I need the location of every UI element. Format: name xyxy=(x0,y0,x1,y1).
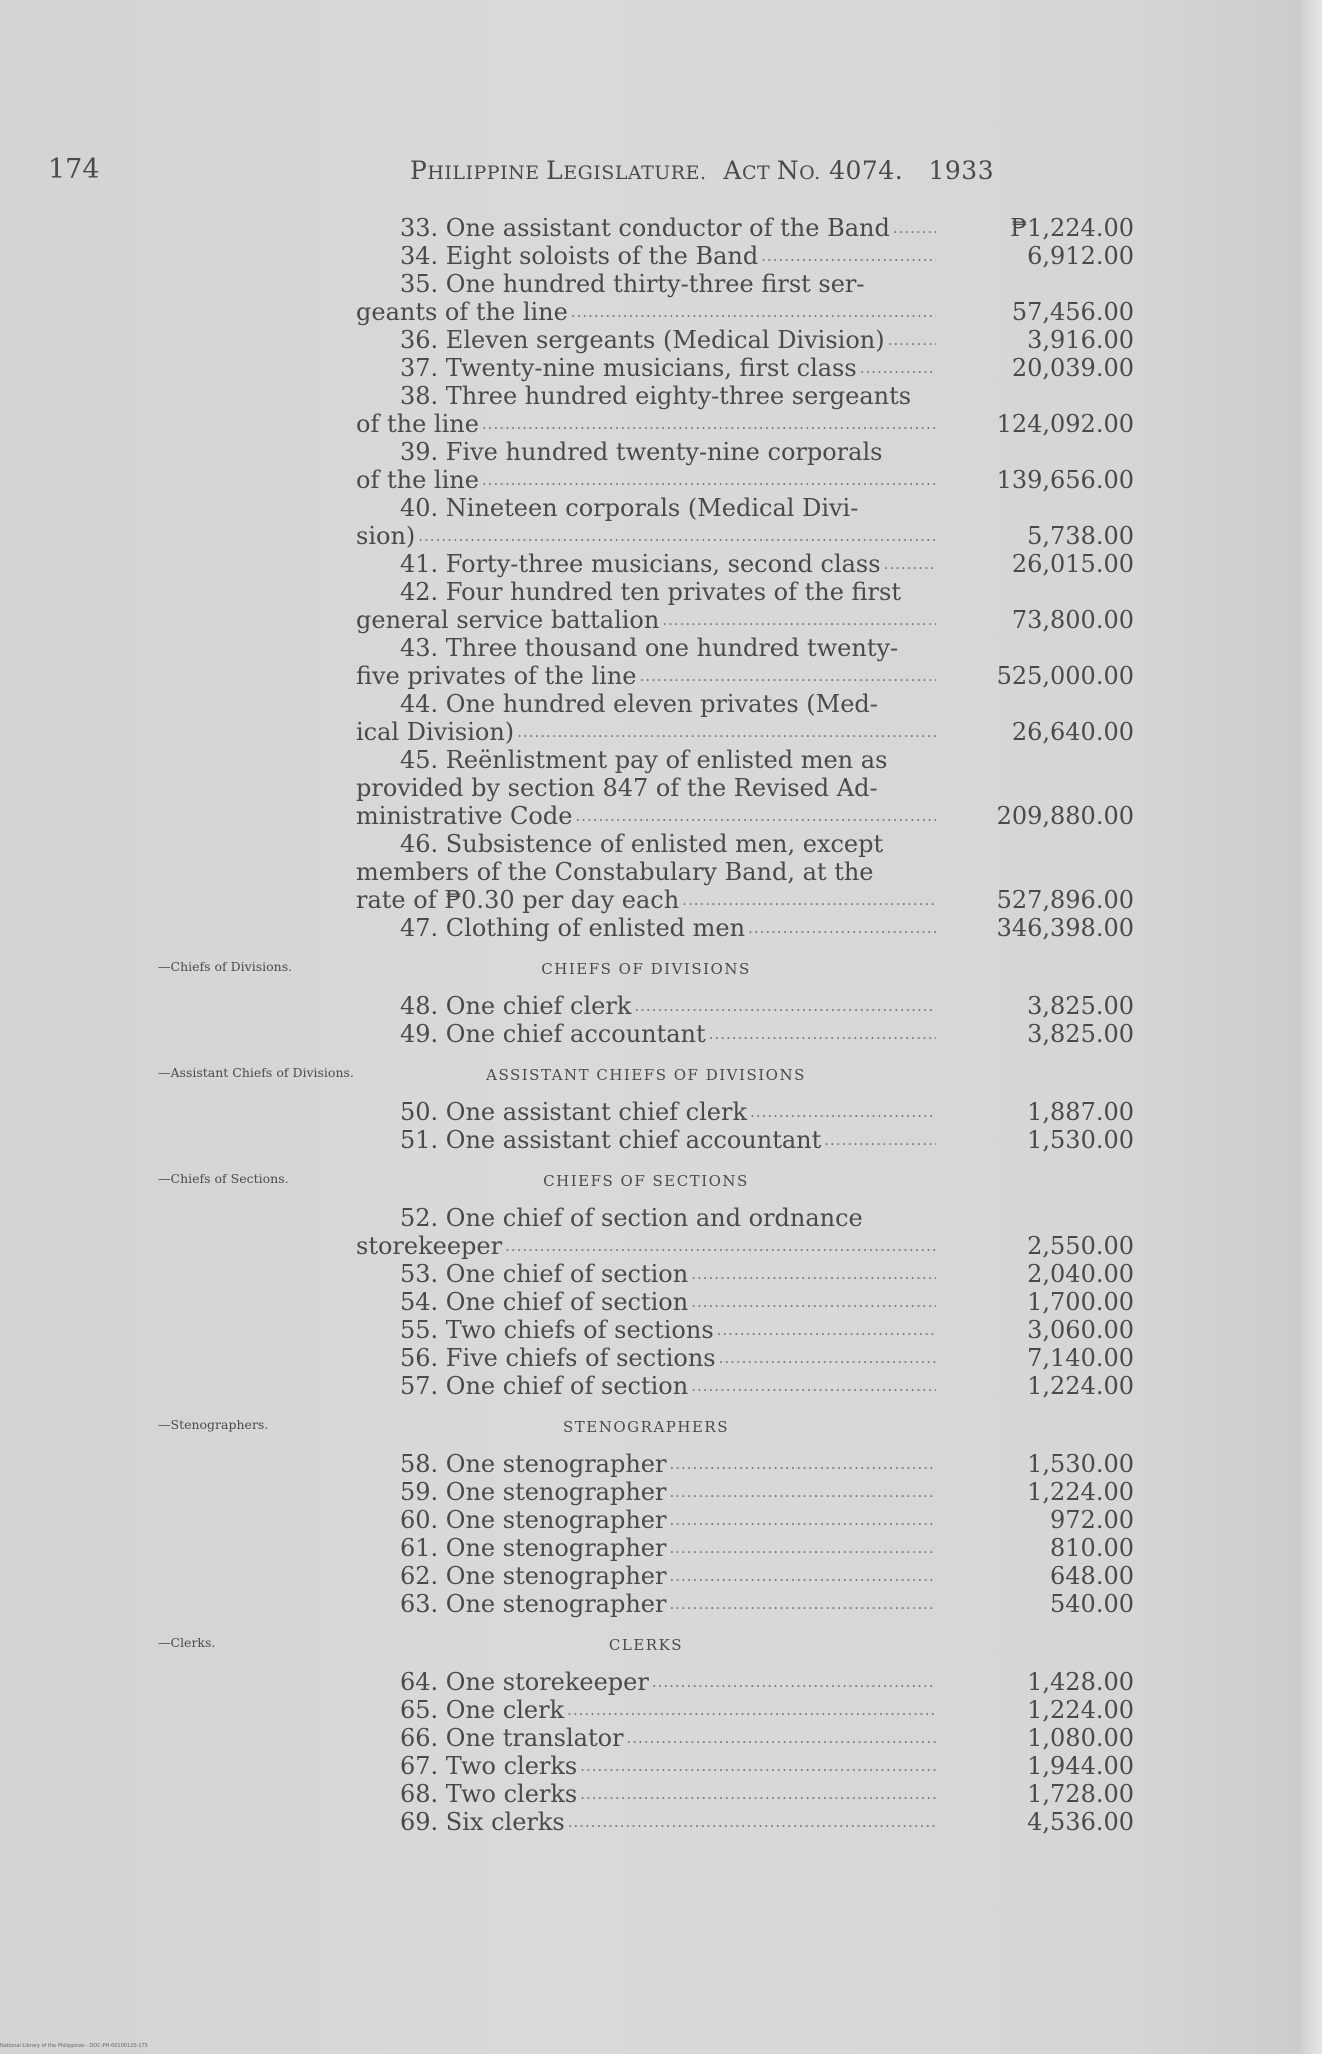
item-text: 48. One chief clerk xyxy=(400,992,632,1020)
item-line xyxy=(356,298,936,326)
item-line xyxy=(356,1808,936,1836)
appropriation-item xyxy=(356,1450,1136,1478)
appropriation-item xyxy=(356,1126,1136,1154)
section-heading: STENOGRAPHERS xyxy=(563,1418,729,1436)
appropriation-item xyxy=(356,1668,1136,1696)
item-line xyxy=(356,1590,936,1618)
item-description xyxy=(356,1562,936,1590)
item-description xyxy=(356,494,936,550)
item-description xyxy=(356,354,936,382)
item-line xyxy=(356,326,936,354)
item-description xyxy=(356,914,936,942)
item-line xyxy=(356,438,936,466)
item-text: geants of the line xyxy=(356,298,568,326)
leader-dots xyxy=(761,242,936,270)
item-amount: 1,887.00 xyxy=(1027,1098,1134,1126)
item-amount: 1,224.00 xyxy=(1027,1696,1134,1724)
item-text: 45. Reënlistment pay of enlisted men as xyxy=(400,746,888,774)
marginal-note: —Stenographers. xyxy=(158,1417,269,1432)
leader-dots xyxy=(717,1316,936,1344)
leader-dots xyxy=(750,1098,936,1126)
item-text: ical Division) xyxy=(356,718,515,746)
item-line xyxy=(356,382,936,410)
item-text: 58. One stenographer xyxy=(400,1450,667,1478)
appropriation-item xyxy=(356,1724,1136,1752)
item-description xyxy=(356,746,936,830)
leader-dots xyxy=(893,214,936,242)
item-text: 53. One chief of section xyxy=(400,1260,689,1288)
appropriation-item xyxy=(356,746,1136,830)
item-line xyxy=(356,746,936,774)
appropriation-item xyxy=(356,1562,1136,1590)
item-text: 67. Two clerks xyxy=(400,1752,578,1780)
leader-dots xyxy=(567,1696,936,1724)
leader-dots xyxy=(669,1478,936,1506)
item-text: ministrative Code xyxy=(356,802,573,830)
item-text: 47. Clothing of enlisted men xyxy=(400,914,746,942)
item-description xyxy=(356,1204,936,1260)
leader-dots xyxy=(517,718,936,746)
leader-dots xyxy=(709,1020,936,1048)
appropriation-item xyxy=(356,914,1136,942)
section-heading: CHIEFS OF DIVISIONS xyxy=(541,960,751,978)
item-line xyxy=(356,494,936,522)
item-line xyxy=(356,242,936,270)
item-text: 69. Six clerks xyxy=(400,1808,565,1836)
item-description xyxy=(356,438,936,494)
library-credit: National Library of the Philippines · DOC-PH-00100120-175 xyxy=(0,2043,148,2049)
section-heading: CLERKS xyxy=(608,1636,684,1654)
appropriation-item xyxy=(356,214,1136,242)
item-description xyxy=(356,1752,936,1780)
item-description xyxy=(356,1098,936,1126)
item-description xyxy=(356,1478,936,1506)
item-text: 66. One translator xyxy=(400,1724,624,1752)
item-line xyxy=(356,606,936,634)
item-line xyxy=(356,690,936,718)
section-header xyxy=(158,1630,1136,1660)
appropriation-item xyxy=(356,1780,1136,1808)
item-amount: 6,912.00 xyxy=(1027,242,1134,270)
item-description xyxy=(356,1808,936,1836)
appropriation-item xyxy=(356,242,1136,270)
rt-part: P xyxy=(410,156,428,185)
marginal-note: —Chiefs of Divisions. xyxy=(158,959,293,974)
item-description xyxy=(356,550,936,578)
section-header xyxy=(158,1060,1136,1090)
item-line xyxy=(356,1126,936,1154)
item-description xyxy=(356,1724,936,1752)
item-line xyxy=(356,410,936,438)
item-text: 49. One chief accountant xyxy=(400,1020,706,1048)
item-line xyxy=(356,1534,936,1562)
leader-dots xyxy=(568,1808,936,1836)
item-text: 51. One assistant chief accountant xyxy=(400,1126,822,1154)
rt-part: EGISLATURE. xyxy=(563,162,707,184)
item-text: 62. One stenographer xyxy=(400,1562,667,1590)
item-line xyxy=(356,1724,936,1752)
rt-part: HILIPPINE xyxy=(427,162,547,184)
item-text: 52. One chief of section and ordnance xyxy=(400,1204,863,1232)
item-amount: 5,738.00 xyxy=(1027,522,1134,550)
item-text: 56. Five chiefs of sections xyxy=(400,1344,716,1372)
item-line xyxy=(356,858,936,886)
item-text: 35. One hundred thirty-three first ser- xyxy=(400,270,865,298)
appropriation-item xyxy=(356,1260,1136,1288)
appropriation-item xyxy=(356,1752,1136,1780)
marginal-note: —Clerks. xyxy=(158,1635,216,1650)
item-line xyxy=(356,1232,936,1260)
item-amount: 525,000.00 xyxy=(996,662,1134,690)
item-line xyxy=(356,1020,936,1048)
leader-dots xyxy=(505,1232,936,1260)
item-amount: 1,944.00 xyxy=(1027,1752,1134,1780)
item-text: 36. Eleven sergeants (Medical Division) xyxy=(400,326,885,354)
item-amount: 124,092.00 xyxy=(996,410,1134,438)
item-text: 41. Forty-three musicians, second class xyxy=(400,550,881,578)
item-amount: ₱1,224.00 xyxy=(1010,214,1134,242)
leader-dots xyxy=(860,354,936,382)
item-amount: 1,530.00 xyxy=(1027,1450,1134,1478)
appropriation-item xyxy=(356,1098,1136,1126)
item-line xyxy=(356,992,936,1020)
item-description xyxy=(356,270,936,326)
item-line xyxy=(356,802,936,830)
item-text: five privates of the line xyxy=(356,662,637,690)
item-amount: 648.00 xyxy=(1050,1562,1134,1590)
running-title xyxy=(410,156,994,185)
item-amount: 540.00 xyxy=(1050,1590,1134,1618)
appropriation-item xyxy=(356,438,1136,494)
leader-dots xyxy=(669,1450,936,1478)
appropriation-item xyxy=(356,1316,1136,1344)
item-line xyxy=(356,550,936,578)
page-header xyxy=(0,154,1322,194)
item-text: 54. One chief of section xyxy=(400,1288,689,1316)
appropriation-item xyxy=(356,634,1136,690)
item-text: 33. One assistant conductor of the Band xyxy=(400,214,890,242)
item-description xyxy=(356,992,936,1020)
item-line xyxy=(356,522,936,550)
rt-part: O. xyxy=(799,162,821,184)
item-text: general service battalion xyxy=(356,606,660,634)
item-text: storekeeper xyxy=(356,1232,503,1260)
item-text: 57. One chief of section xyxy=(400,1372,689,1400)
appropriation-item xyxy=(356,1204,1136,1260)
item-line xyxy=(356,1098,936,1126)
leader-dots xyxy=(482,410,936,438)
item-text: 63. One stenographer xyxy=(400,1590,667,1618)
item-description xyxy=(356,1020,936,1048)
item-amount: 139,656.00 xyxy=(996,466,1134,494)
item-description xyxy=(356,634,936,690)
item-text: 44. One hundred eleven privates (Med- xyxy=(400,690,878,718)
appropriation-item xyxy=(356,1344,1136,1372)
item-line xyxy=(356,1696,936,1724)
item-amount: 4,536.00 xyxy=(1027,1808,1134,1836)
item-text: 46. Subsistence of enlisted men, except xyxy=(400,830,884,858)
leader-dots xyxy=(580,1752,936,1780)
item-description xyxy=(356,1590,936,1618)
leader-dots xyxy=(824,1126,936,1154)
appropriation-item xyxy=(356,326,1136,354)
item-line xyxy=(356,354,936,382)
leader-dots xyxy=(627,1724,936,1752)
item-line xyxy=(356,1450,936,1478)
item-amount: 3,916.00 xyxy=(1027,326,1134,354)
leader-dots xyxy=(575,802,936,830)
item-line xyxy=(356,1260,936,1288)
item-line xyxy=(356,914,936,942)
item-amount: 1,428.00 xyxy=(1027,1668,1134,1696)
item-amount: 346,398.00 xyxy=(996,914,1134,942)
item-description xyxy=(356,382,936,438)
leader-dots xyxy=(691,1260,936,1288)
item-line xyxy=(356,886,936,914)
appropriation-item xyxy=(356,578,1136,634)
section-heading: ASSISTANT CHIEFS OF DIVISIONS xyxy=(486,1066,806,1084)
item-line xyxy=(356,1562,936,1590)
appropriation-item xyxy=(356,992,1136,1020)
item-description xyxy=(356,1260,936,1288)
item-text: 64. One storekeeper xyxy=(400,1668,649,1696)
rt-part: 4074. 1933 xyxy=(820,156,995,185)
item-line xyxy=(356,466,936,494)
appropriation-item xyxy=(356,1808,1136,1836)
leader-dots xyxy=(888,326,936,354)
leader-dots xyxy=(571,298,936,326)
item-line xyxy=(356,830,936,858)
item-amount: 1,728.00 xyxy=(1027,1780,1134,1808)
item-text: 55. Two chiefs of sections xyxy=(400,1316,714,1344)
page-number: 174 xyxy=(48,154,100,185)
appropriation-item xyxy=(356,550,1136,578)
item-description xyxy=(356,1316,936,1344)
leader-dots xyxy=(748,914,936,942)
rt-part: N xyxy=(776,156,800,185)
item-amount: 209,880.00 xyxy=(996,802,1134,830)
appropriation-item xyxy=(356,1506,1136,1534)
leader-dots xyxy=(719,1344,936,1372)
item-text: 39. Five hundred twenty-nine corporals xyxy=(400,438,883,466)
item-line xyxy=(356,1372,936,1400)
item-text: 65. One clerk xyxy=(400,1696,565,1724)
item-description xyxy=(356,1506,936,1534)
item-text: provided by section 847 of the Revised Ad- xyxy=(356,774,878,802)
item-amount: 20,039.00 xyxy=(1011,354,1134,382)
item-description xyxy=(356,830,936,914)
item-line xyxy=(356,578,936,606)
item-text: 34. Eight soloists of the Band xyxy=(400,242,759,270)
item-amount: 57,456.00 xyxy=(1011,298,1134,326)
marginal-note: —Assistant Chiefs of Divisions. xyxy=(158,1065,354,1080)
item-text: 42. Four hundred ten privates of the first xyxy=(400,578,901,606)
appropriation-item xyxy=(356,1372,1136,1400)
item-amount: 3,060.00 xyxy=(1027,1316,1134,1344)
item-description xyxy=(356,1780,936,1808)
item-amount: 1,080.00 xyxy=(1027,1724,1134,1752)
item-description xyxy=(356,578,936,634)
leader-dots xyxy=(652,1668,936,1696)
item-amount: 26,640.00 xyxy=(1011,718,1134,746)
item-line xyxy=(356,1288,936,1316)
item-line xyxy=(356,774,936,802)
section-header xyxy=(158,1412,1136,1442)
appropriation-list xyxy=(158,214,1136,1836)
appropriation-item xyxy=(356,354,1136,382)
leader-dots xyxy=(669,1506,936,1534)
item-text: 38. Three hundred eighty-three sergeants xyxy=(400,382,912,410)
item-amount: 1,530.00 xyxy=(1027,1126,1134,1154)
marginal-note: —Chiefs of Sections. xyxy=(158,1171,289,1186)
appropriation-item xyxy=(356,1696,1136,1724)
rt-part: A xyxy=(706,156,742,185)
item-line xyxy=(356,1478,936,1506)
item-text: 61. One stenographer xyxy=(400,1534,667,1562)
item-line xyxy=(356,1344,936,1372)
item-amount: 1,224.00 xyxy=(1027,1478,1134,1506)
item-description xyxy=(356,1372,936,1400)
item-description xyxy=(356,326,936,354)
appropriation-item xyxy=(356,1288,1136,1316)
leader-dots xyxy=(639,662,936,690)
item-line xyxy=(356,718,936,746)
leader-dots xyxy=(662,606,936,634)
item-description xyxy=(356,242,936,270)
rt-part: L xyxy=(546,156,564,185)
item-description xyxy=(356,690,936,746)
leader-dots xyxy=(884,550,936,578)
item-text: 59. One stenographer xyxy=(400,1478,667,1506)
item-text: members of the Constabulary Band, at the xyxy=(356,858,874,886)
item-text: rate of ₱0.30 per day each xyxy=(356,886,680,914)
appropriation-item xyxy=(356,830,1136,914)
leader-dots xyxy=(691,1288,936,1316)
item-amount: 1,224.00 xyxy=(1027,1372,1134,1400)
item-text: 43. Three thousand one hundred twenty- xyxy=(400,634,899,662)
leader-dots xyxy=(669,1534,936,1562)
leader-dots xyxy=(580,1780,936,1808)
leader-dots xyxy=(669,1562,936,1590)
item-text: 40. Nineteen corporals (Medical Divi- xyxy=(400,494,859,522)
leader-dots xyxy=(669,1590,936,1618)
item-amount: 810.00 xyxy=(1050,1534,1134,1562)
item-text: 37. Twenty-nine musicians, first class xyxy=(400,354,857,382)
leader-dots xyxy=(691,1372,936,1400)
leader-dots xyxy=(482,466,936,494)
item-description xyxy=(356,1450,936,1478)
item-line xyxy=(356,1780,936,1808)
item-text: sion) xyxy=(356,522,416,550)
section-heading: CHIEFS OF SECTIONS xyxy=(543,1172,749,1190)
item-description xyxy=(356,1668,936,1696)
item-text: of the line xyxy=(356,410,479,438)
item-amount: 1,700.00 xyxy=(1027,1288,1134,1316)
item-text: 50. One assistant chief clerk xyxy=(400,1098,748,1126)
item-description xyxy=(356,1696,936,1724)
item-amount: 26,015.00 xyxy=(1011,550,1134,578)
item-amount: 73,800.00 xyxy=(1011,606,1134,634)
item-amount: 527,896.00 xyxy=(996,886,1134,914)
appropriation-item xyxy=(356,690,1136,746)
leader-dots xyxy=(634,992,936,1020)
page-edge-shadow xyxy=(1300,0,1322,2054)
item-amount: 972.00 xyxy=(1050,1506,1134,1534)
item-amount: 7,140.00 xyxy=(1027,1344,1134,1372)
appropriation-item xyxy=(356,1020,1136,1048)
item-description xyxy=(356,1126,936,1154)
item-text: 60. One stenographer xyxy=(400,1506,667,1534)
item-amount: 3,825.00 xyxy=(1027,992,1134,1020)
leader-dots xyxy=(682,886,936,914)
item-line xyxy=(356,1668,936,1696)
item-line xyxy=(356,1204,936,1232)
item-description xyxy=(356,214,936,242)
item-amount: 3,825.00 xyxy=(1027,1020,1134,1048)
item-amount: 2,550.00 xyxy=(1027,1232,1134,1260)
item-line xyxy=(356,662,936,690)
item-line xyxy=(356,1316,936,1344)
appropriation-item xyxy=(356,382,1136,438)
item-description xyxy=(356,1534,936,1562)
leader-dots xyxy=(418,522,936,550)
item-line xyxy=(356,1752,936,1780)
appropriation-item xyxy=(356,1478,1136,1506)
section-header xyxy=(158,1166,1136,1196)
appropriation-item xyxy=(356,494,1136,550)
item-line xyxy=(356,270,936,298)
section-header xyxy=(158,954,1136,984)
item-line xyxy=(356,1506,936,1534)
appropriation-item xyxy=(356,1590,1136,1618)
item-description xyxy=(356,1288,936,1316)
appropriation-item xyxy=(356,270,1136,326)
rt-part: CT xyxy=(741,162,777,184)
item-text: 68. Two clerks xyxy=(400,1780,578,1808)
item-line xyxy=(356,214,936,242)
item-line xyxy=(356,634,936,662)
item-amount: 2,040.00 xyxy=(1027,1260,1134,1288)
item-description xyxy=(356,1344,936,1372)
item-text: of the line xyxy=(356,466,479,494)
appropriation-item xyxy=(356,1534,1136,1562)
